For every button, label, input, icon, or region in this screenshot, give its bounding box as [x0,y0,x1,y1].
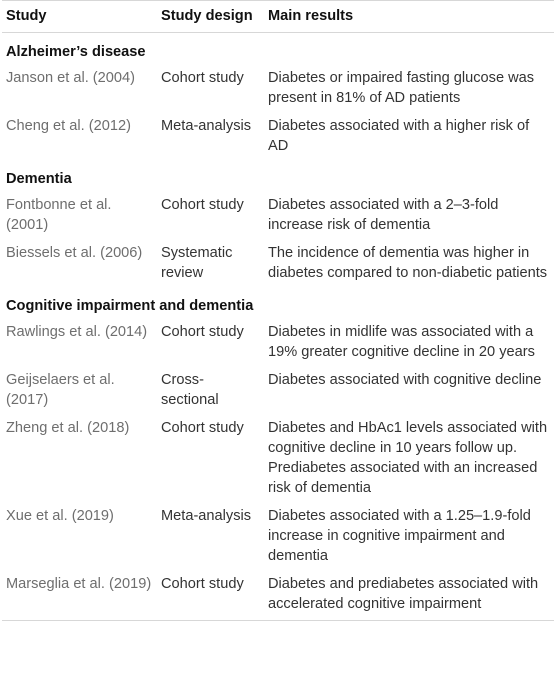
main-results-cell: Diabetes associated with a 1.25–1.9-fold increase in cognitive impairment and dementia [268,508,531,564]
study-cell: Geijselaers et al. (2017) [6,372,115,408]
study-cell: Biessels et al. (2006) [6,245,143,261]
study-design-cell: Cohort study [161,324,244,340]
section-title: Alzheimer’s disease [6,44,146,60]
table-header [2,1,554,33]
main-results-cell: Diabetes in midlife was associated with a 19% greater cognitive decline in 20 years [268,324,535,360]
study-cell: Janson et al. (2004) [6,70,135,86]
table-row [2,366,554,414]
table-row [2,414,554,502]
section-header-row [2,160,554,191]
study-cell: Zheng et al. (2018) [6,420,130,436]
table-row [2,239,554,287]
header-study-design: Study design [161,8,253,24]
main-results-cell: The incidence of dementia was higher in diabetes compared to non-diabetic patients [268,245,548,281]
section-title: Dementia [6,171,72,187]
section-header-row [2,287,554,318]
main-results-cell: Diabetes and prediabetes associated with accelerated cognitive impairment [268,576,539,612]
header-row [2,1,554,33]
study-cell: Rawlings et al. (2014) [6,324,148,340]
table-row [2,191,554,239]
section-title: Cognitive impairment and dementia [6,298,254,314]
study-design-cell: Cohort study [161,197,244,213]
main-results-cell: Diabetes or impaired fasting glucose was present in 81% of AD patients [268,70,535,106]
study-design-cell: Cohort study [161,70,244,86]
header-main-results: Main results [268,8,354,24]
study-cell: Cheng et al. (2012) [6,118,131,134]
header-study: Study [6,8,47,24]
main-results-cell: Diabetes associated with cognitive decline [268,372,542,388]
table-row [2,502,554,570]
study-design-cell: Cohort study [161,576,244,592]
table-row [2,64,554,112]
study-design-cell: Systematic review [161,245,233,281]
study-cell: Xue et al. (2019) [6,508,114,524]
study-design-cell: Cross-sectional [161,372,219,408]
study-cell: Fontbonne et al. (2001) [6,197,112,233]
section-header-row [2,33,554,65]
main-results-cell: Diabetes associated with a higher risk of AD [268,118,530,154]
study-cell: Marseglia et al. (2019) [6,576,152,592]
main-results-cell: Diabetes and HbAc1 levels associated with cognitive decline in 10 years follow up. Prediabetes associated with an increased risk of dementia [268,420,548,496]
study-design-cell: Meta-analysis [161,508,252,524]
table-body [2,33,554,621]
table-row [2,570,554,621]
study-design-cell: Meta-analysis [161,118,252,134]
main-results-cell: Diabetes associated with a 2–3-fold increase risk of dementia [268,197,499,233]
studies-table [2,0,554,621]
table-row [2,318,554,366]
study-design-cell: Cohort study [161,420,244,436]
table-row [2,112,554,160]
